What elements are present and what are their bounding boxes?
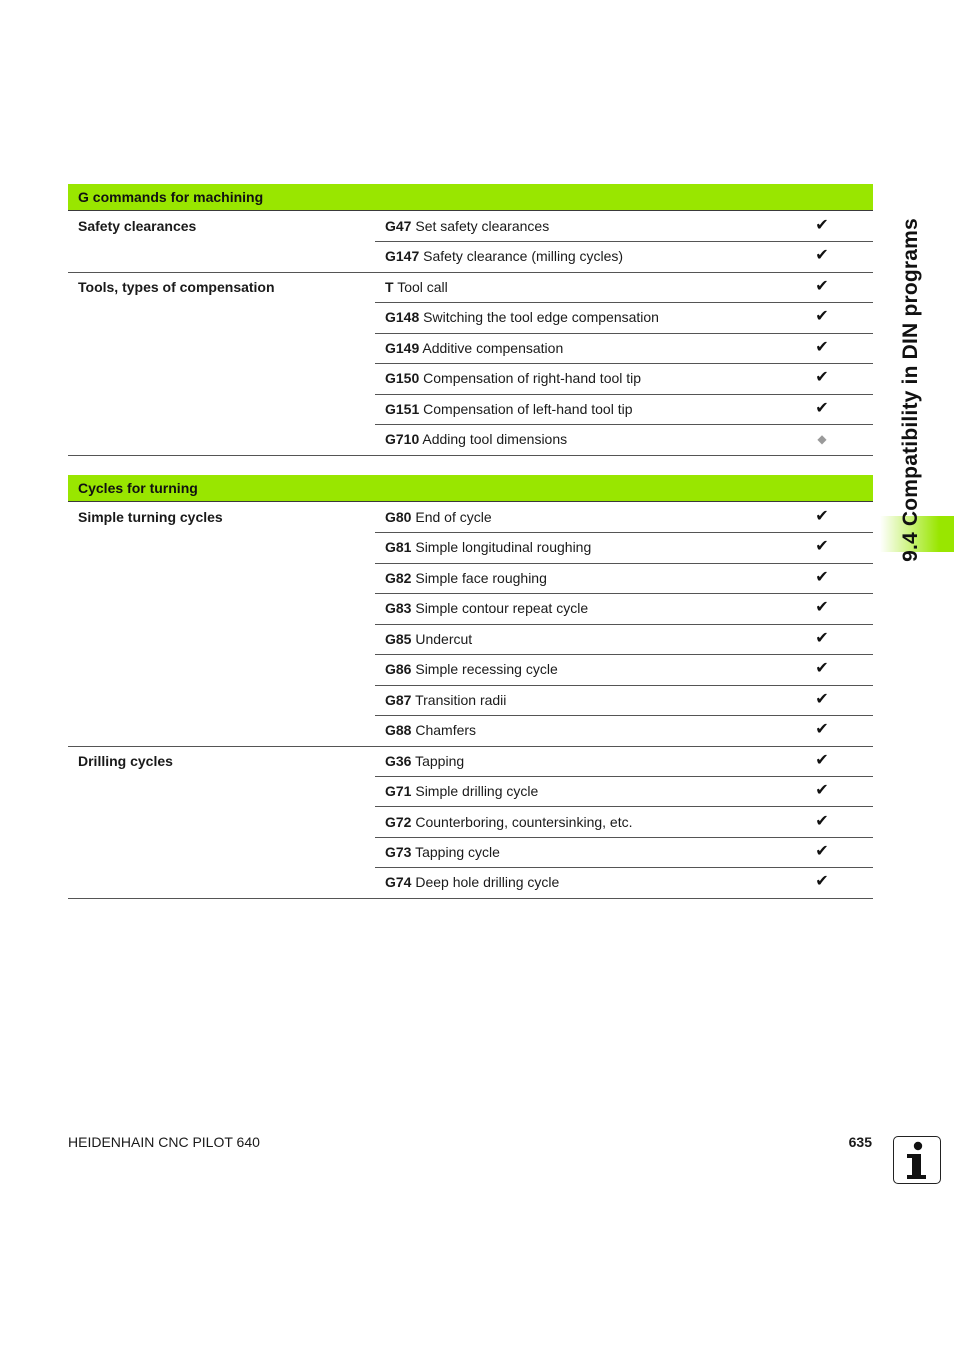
entry-description: Compensation of right-hand tool tip xyxy=(423,370,642,387)
check-icon: ✔ xyxy=(815,690,829,708)
entry-text xyxy=(385,218,549,234)
entry-text xyxy=(385,370,641,386)
entry-text xyxy=(385,509,492,525)
check-icon: ✔ xyxy=(815,721,829,739)
entry-text xyxy=(385,309,659,325)
g-code: G47 xyxy=(385,218,412,234)
entry-text xyxy=(385,431,567,447)
check-icon: ✔ xyxy=(815,873,829,891)
check-icon: ✔ xyxy=(815,568,829,586)
entry-text xyxy=(385,570,547,586)
check-icon: ✔ xyxy=(815,782,829,800)
entry-text xyxy=(385,753,464,769)
entry-description: Undercut xyxy=(415,630,473,647)
entry-description: End of cycle xyxy=(415,509,492,525)
check-icon: ✔ xyxy=(815,277,829,295)
entry-text xyxy=(385,722,476,738)
entry-description: Additive compensation xyxy=(422,339,564,356)
entry-description: Tapping xyxy=(415,752,465,769)
g-code: G83 xyxy=(385,600,412,617)
g-code: G151 xyxy=(385,400,420,417)
section-header: Cycles for turning xyxy=(68,475,873,502)
g-code: G80 xyxy=(385,509,412,525)
entry-description: Deep hole drilling cycle xyxy=(415,874,560,891)
g-code: G36 xyxy=(385,752,412,769)
g-code: G710 xyxy=(385,431,420,448)
g-code: G147 xyxy=(385,248,420,265)
check-icon: ✔ xyxy=(815,508,829,525)
g-code: G150 xyxy=(385,370,420,387)
g-code: G74 xyxy=(385,874,412,891)
entry-text xyxy=(385,814,632,830)
g-code: G86 xyxy=(385,661,412,678)
entry-description: Tapping cycle xyxy=(415,843,500,860)
entry-text xyxy=(385,401,633,417)
entry-description: Counterboring, countersinking, etc. xyxy=(415,813,633,830)
entry-text xyxy=(385,248,623,264)
group-label: Safety clearances xyxy=(78,218,197,234)
entry-description: Transition radii xyxy=(415,691,507,708)
check-icon: ✔ xyxy=(815,660,829,678)
entry-text xyxy=(385,340,563,356)
g-code: G81 xyxy=(385,539,412,556)
entry-description: Chamfers xyxy=(415,722,477,739)
check-icon: ✔ xyxy=(815,217,829,234)
check-icon: ✔ xyxy=(815,842,829,860)
check-icon: ✔ xyxy=(815,338,829,356)
entry-description: Adding tool dimensions xyxy=(422,431,568,448)
page-number: 635 xyxy=(848,1134,872,1150)
check-icon: ✔ xyxy=(815,399,829,417)
entry-text xyxy=(385,661,558,677)
entry-description: Safety clearance (milling cycles) xyxy=(423,248,624,265)
g-code: G71 xyxy=(385,783,412,800)
footer-product-name: HEIDENHAIN CNC PILOT 640 xyxy=(68,1134,260,1150)
check-icon: ✔ xyxy=(815,812,829,830)
check-icon: ✔ xyxy=(815,629,829,647)
entry-description: Tool call xyxy=(397,278,448,295)
g-code: G73 xyxy=(385,843,412,860)
info-icon xyxy=(893,1136,941,1184)
g-code: G88 xyxy=(385,722,412,739)
g-code: G82 xyxy=(385,569,412,586)
entry-description: Compensation of left-hand tool tip xyxy=(423,400,633,417)
entry-description: Set safety clearances xyxy=(415,218,550,234)
entry-description: Simple drilling cycle xyxy=(415,783,539,800)
table-row xyxy=(375,273,873,303)
check-icon: ✔ xyxy=(815,599,829,617)
entry-text xyxy=(385,783,538,799)
diamond-icon: ◆ xyxy=(817,432,827,447)
entry-text xyxy=(385,600,588,616)
entry-description: Simple contour repeat cycle xyxy=(415,600,589,617)
entry-text xyxy=(385,874,559,890)
check-icon: ✔ xyxy=(815,369,829,387)
entry-text xyxy=(385,844,500,860)
entry-text xyxy=(385,631,472,647)
chapter-title-text: 9.4 Compatibility in DIN programs xyxy=(899,218,922,562)
entry-description: Switching the tool edge compensation xyxy=(423,309,659,326)
section-header: G commands for machining xyxy=(68,184,873,211)
g-code: G85 xyxy=(385,630,412,647)
check-icon: ✔ xyxy=(815,538,829,556)
entry-description: Simple recessing cycle xyxy=(415,661,558,678)
check-icon: ✔ xyxy=(815,751,829,769)
group-label: Drilling cycles xyxy=(78,752,173,769)
g-code: G148 xyxy=(385,309,420,326)
g-code: G149 xyxy=(385,339,420,356)
entry-text xyxy=(385,539,591,555)
entry-description: Simple face roughing xyxy=(415,569,547,586)
entry-text xyxy=(385,692,506,708)
g-code: G72 xyxy=(385,813,412,830)
g-code: T xyxy=(385,278,394,295)
check-icon: ✔ xyxy=(815,247,829,265)
group-label: Tools, types of compensation xyxy=(78,278,275,295)
group-label: Simple turning cycles xyxy=(78,509,223,525)
g-code: G87 xyxy=(385,691,412,708)
entry-description: Simple longitudinal roughing xyxy=(415,539,592,556)
entry-text xyxy=(385,279,448,295)
check-icon: ✔ xyxy=(815,308,829,326)
